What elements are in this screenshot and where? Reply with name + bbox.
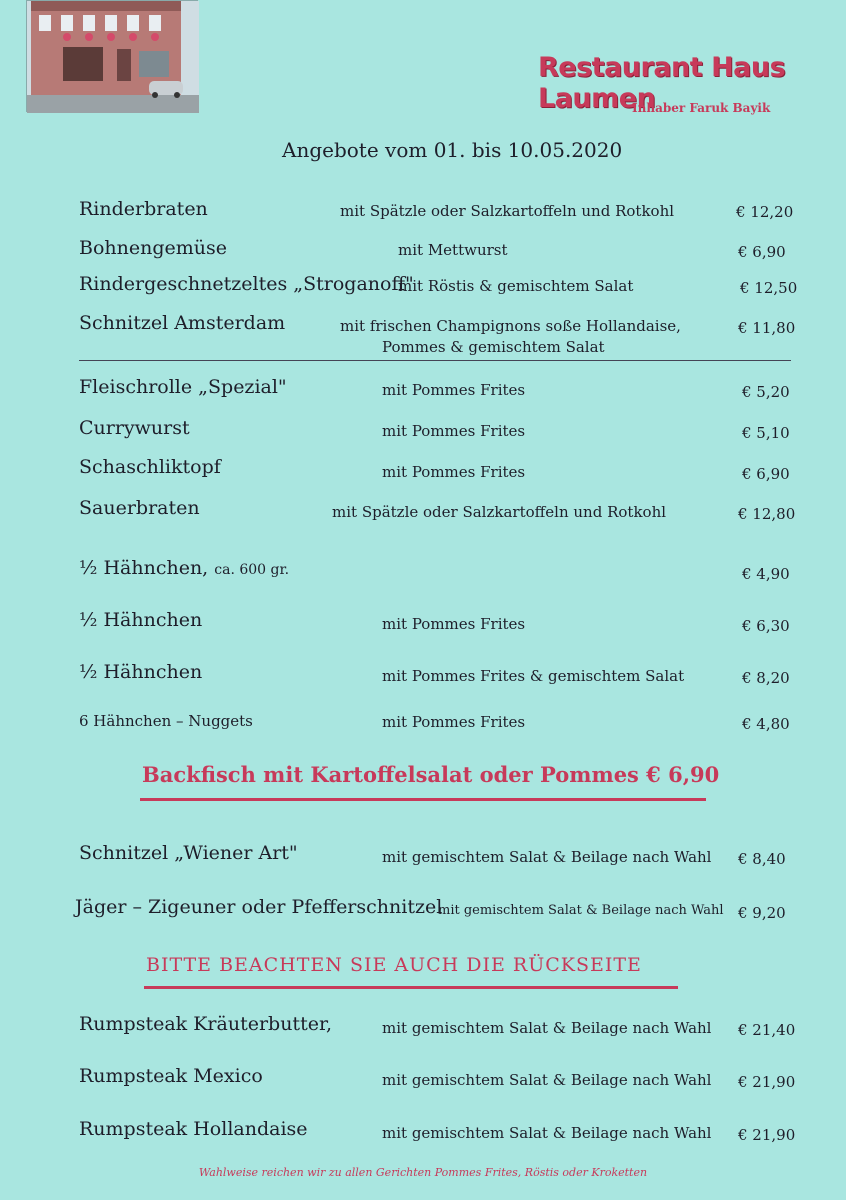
dish-name: Rumpsteak Mexico (79, 1065, 263, 1087)
menu-item (0, 710, 846, 746)
restaurant-photo (26, 0, 198, 112)
dish-price: € 6,90 (738, 243, 786, 261)
backside-notice: BITTE BEACHTEN SIE AUCH DIE RÜCKSEITE (146, 954, 642, 976)
section-divider (79, 360, 791, 361)
dish-name: Jäger – Zigeuner oder Pfefferschnitzel (75, 896, 443, 918)
notice-underline (144, 986, 678, 989)
dish-name-text: ½ Hähnchen, (79, 557, 209, 579)
dish-name: Currywurst (79, 417, 190, 439)
menu-item (0, 497, 846, 533)
dish-name: Fleischrolle „Spezial" (79, 376, 287, 398)
dish-price: € 12,50 (740, 279, 798, 297)
dish-price: € 5,20 (742, 383, 790, 401)
dish-side-continued: Pommes & gemischtem Salat (382, 338, 605, 356)
dish-name: Sauerbraten (79, 497, 200, 519)
dish-price: € 4,90 (742, 565, 790, 583)
dish-side: mit gemischtem Salat & Beilage nach Wahl (382, 1019, 712, 1037)
side-dish-footnote: Wahlweise reichen wir zu allen Gerichten Pommes Frites, Röstis oder Kroketten (198, 1166, 648, 1179)
dish-name: Schnitzel Amsterdam (79, 312, 286, 334)
menu-item (0, 842, 846, 878)
dish-side: mit Pommes Frites (382, 463, 526, 481)
dish-price: € 6,30 (742, 617, 790, 635)
dish-side: mit Pommes Frites (382, 422, 526, 440)
dish-name: Rindergeschnetzeltes „Stroganoff" (79, 273, 414, 295)
dish-name: Bohnengemüse (79, 237, 228, 259)
restaurant-name: Restaurant Haus Laumen (538, 52, 786, 114)
dish-side: mit Röstis & gemischtem Salat (398, 277, 634, 295)
dish-side: mit Spätzle oder Salzkartoffeln und Rotkohl (340, 202, 675, 220)
owner-name: Inhaber Faruk Bayik (632, 101, 771, 115)
dish-name: Schaschliktopf (79, 456, 221, 478)
dish-name: ½ Hähnchen (79, 661, 203, 683)
menu-item (0, 456, 846, 492)
dish-name: Schnitzel „Wiener Art" (79, 842, 298, 864)
dish-side: mit gemischtem Salat & Beilage nach Wahl (382, 1124, 712, 1142)
dish-side: mit gemischtem Salat & Beilage nach Wahl (438, 903, 724, 918)
dish-price: € 21,90 (738, 1126, 796, 1144)
dish-price: € 8,20 (742, 669, 790, 687)
dish-side: mit gemischtem Salat & Beilage nach Wahl (382, 848, 712, 866)
dish-weight-note: ca. 600 gr. (214, 562, 290, 578)
menu-item (0, 237, 846, 273)
dish-name: 6 Hähnchen – Nuggets (79, 712, 253, 730)
dish-side: mit Mettwurst (398, 241, 508, 259)
menu-item (0, 312, 846, 358)
menu-item (0, 1065, 846, 1101)
menu-item (0, 376, 846, 412)
restaurant-building-image (27, 1, 199, 113)
dish-side: mit frischen Champignons soße Hollandaise, (340, 317, 681, 335)
menu-item (0, 557, 846, 593)
menu-item (0, 661, 846, 697)
dish-side: mit Pommes Frites & gemischtem Salat (382, 667, 685, 685)
dish-price: € 6,90 (742, 465, 790, 483)
dish-price: € 12,80 (738, 505, 796, 523)
menu-item (0, 1013, 846, 1049)
dish-side: mit Pommes Frites (382, 713, 526, 731)
menu-item (0, 417, 846, 453)
dish-price: € 21,90 (738, 1073, 796, 1091)
backfisch-underline (140, 798, 706, 801)
dish-price: € 5,10 (742, 424, 790, 442)
dish-name (79, 557, 289, 579)
menu-item (0, 609, 846, 645)
dish-side: mit Pommes Frites (382, 381, 526, 399)
offer-period: Angebote vom 01. bis 10.05.2020 (282, 138, 623, 162)
dish-price: € 21,40 (738, 1021, 796, 1039)
dish-side: mit Spätzle oder Salzkartoffeln und Rotkohl (332, 503, 667, 521)
dish-name: Rumpsteak Hollandaise (79, 1118, 308, 1140)
dish-side: mit gemischtem Salat & Beilage nach Wahl (382, 1071, 712, 1089)
dish-name: Rumpsteak Kräuterbutter, (79, 1013, 332, 1035)
dish-name: ½ Hähnchen (79, 609, 203, 631)
dish-price: € 11,80 (738, 319, 796, 337)
menu-item (0, 273, 846, 309)
menu-item (0, 1118, 846, 1154)
dish-price: € 12,20 (736, 203, 794, 221)
backfisch-special: Backfisch mit Kartoffelsalat oder Pommes € 6,90 (142, 762, 720, 787)
dish-side: mit Pommes Frites (382, 615, 526, 633)
dish-price: € 8,40 (738, 850, 786, 868)
menu-item (0, 896, 846, 932)
dish-name: Rinderbraten (79, 198, 208, 220)
dish-price: € 9,20 (738, 904, 786, 922)
dish-price: € 4,80 (742, 715, 790, 733)
menu-item (0, 198, 846, 234)
